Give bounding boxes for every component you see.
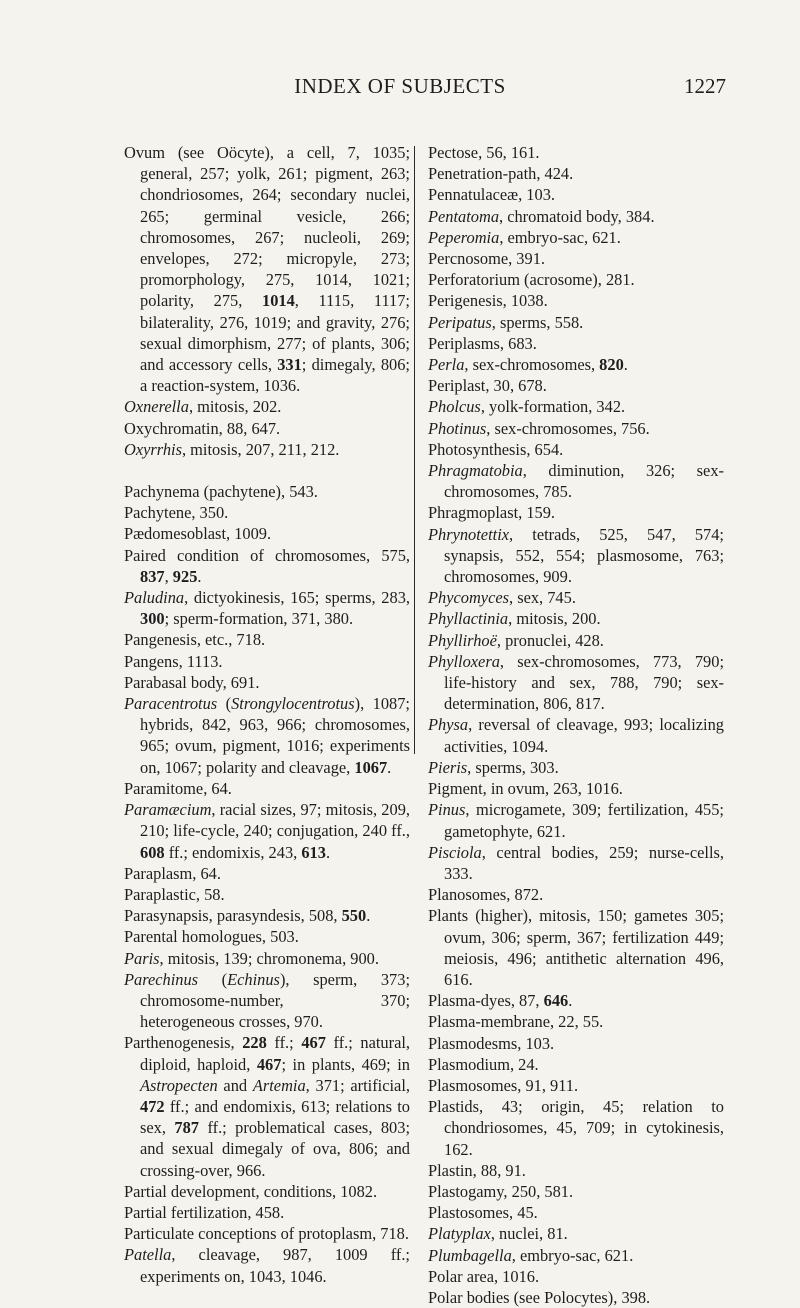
entry-text: Paraplastic, 58. xyxy=(124,884,225,904)
entry-term-italic: Phylloxera xyxy=(428,651,500,671)
index-entry xyxy=(124,778,410,799)
entry-text: and xyxy=(217,1075,253,1095)
index-entry xyxy=(428,799,724,841)
entry-term-italic: Phyllactinia xyxy=(428,609,509,629)
entry-text: , yolk-formation, 342. xyxy=(480,397,626,417)
entry-term-italic: Peripatus xyxy=(428,312,492,332)
index-entry xyxy=(124,545,410,587)
index-entry xyxy=(428,248,724,269)
entry-text: Plastids, 43; origin, 45; relation to chondriosomes, 45, 709; in cytokinesis, 162. xyxy=(428,1097,724,1159)
entry-text: Parasynapsis, parasyndesis, 508, xyxy=(124,906,342,926)
index-entry xyxy=(124,587,410,629)
index-entry xyxy=(428,333,724,354)
entry-text: Pectose, 56, 161. xyxy=(428,143,540,162)
index-entry xyxy=(428,1287,724,1308)
entry-term-italic: Astropecten xyxy=(140,1075,218,1095)
entry-text: , mitosis, 139; chromonema, 900. xyxy=(159,948,379,968)
entry-text: , mitosis, 207, 211, 212. xyxy=(181,439,340,459)
index-entry xyxy=(428,778,724,799)
index-entry xyxy=(124,481,410,502)
entry-text: Periplasms, 683. xyxy=(428,333,537,353)
entry-text: ff.; endomixis, 243, xyxy=(164,842,302,862)
entry-term-italic: Platyplax xyxy=(428,1224,491,1244)
entry-term-italic: Pisciola xyxy=(428,842,482,862)
index-entry xyxy=(124,693,410,778)
index-entry xyxy=(124,884,410,905)
index-entry xyxy=(428,354,724,375)
entry-text: , embryo-sac, 621. xyxy=(511,1245,634,1265)
entry-page-bold: 550 xyxy=(341,906,367,926)
entry-text: , reversal of cleavage, 993; localizing activities, 1094. xyxy=(444,715,724,756)
index-entry xyxy=(428,630,724,651)
entry-page-bold: 787 xyxy=(174,1118,199,1138)
index-entry xyxy=(124,418,410,439)
index-entry xyxy=(124,651,410,672)
entry-term-italic: Paludina xyxy=(124,588,185,608)
index-entry xyxy=(124,799,410,863)
index-entry xyxy=(428,418,724,439)
entry-term-italic: Phycomyces xyxy=(428,588,509,608)
entry-text: . xyxy=(623,355,628,375)
entry-term-italic: Phrynotettix xyxy=(428,524,510,544)
index-entry xyxy=(428,290,724,311)
entry-text: ; in plants, 469; in xyxy=(281,1054,410,1074)
entry-page-bold: 608 xyxy=(140,842,165,862)
entry-page-bold: 837 xyxy=(140,566,165,586)
index-entry xyxy=(428,502,724,523)
entry-text: Plasmodium, 24. xyxy=(428,1054,539,1074)
index-entry xyxy=(428,1075,724,1096)
entry-text: , tetrads, 525, 547, 574; synapsis, 552, 554; plasmosome, 763; chromosomes, 909. xyxy=(444,524,724,587)
entry-term-italic: Artemia xyxy=(252,1075,306,1095)
entry-text: Polar area, 1016. xyxy=(428,1266,540,1286)
index-entry xyxy=(428,714,724,756)
entry-term-italic: Paris xyxy=(124,948,160,968)
entry-text: Paraplasm, 64. xyxy=(124,863,221,883)
entry-text: Pangens, 1113. xyxy=(124,651,223,671)
entry-text: , dictyokinesis, 165; sperms, 283, xyxy=(184,588,410,608)
entry-term-italic: Plumbagella xyxy=(428,1245,512,1265)
entry-text: Planosomes, 872. xyxy=(428,885,544,905)
entry-text: , sex-chromosomes, 756. xyxy=(486,418,650,438)
entry-text: , nuclei, 81. xyxy=(490,1224,568,1244)
entry-text: Paired condition of chromosomes, 575, xyxy=(124,545,410,565)
index-entry xyxy=(124,672,410,693)
index-column-right xyxy=(428,142,724,1308)
entry-text: , sex, 745. xyxy=(509,588,576,608)
entry-page-bold: 467 xyxy=(256,1054,282,1074)
index-entry xyxy=(428,396,724,417)
index-entry xyxy=(428,460,724,502)
index-entry xyxy=(428,1160,724,1181)
entry-text: , 1115, 1117; bilaterality, 276, 1019; and gravity, 276; sexual dimorphism, 277; of plants, 306; and accessory cells, xyxy=(140,291,410,375)
entry-page-bold: 472 xyxy=(140,1096,165,1116)
entry-text: Phragmoplast, 159. xyxy=(428,503,556,523)
entry-term-italic: Phyllirhoë xyxy=(428,630,497,650)
entry-term-italic: Phragmatobia xyxy=(428,461,523,481)
entry-text: ff.; xyxy=(266,1033,302,1053)
entry-text: Perigenesis, 1038. xyxy=(428,291,548,311)
index-entry xyxy=(124,926,410,947)
index-entry xyxy=(124,1202,410,1223)
entry-term-italic: Peperomia xyxy=(428,227,500,247)
entry-page-bold: 331 xyxy=(277,355,302,375)
entry-text: Plasmodesms, 103. xyxy=(428,1033,555,1053)
entry-text: ; sperm-formation, 371, 380. xyxy=(164,609,354,629)
entry-term-italic: Photinus xyxy=(428,418,487,438)
index-entry xyxy=(428,163,724,184)
index-entry xyxy=(428,1245,724,1266)
entry-page-bold: 613 xyxy=(301,842,326,862)
entry-text: , racial sizes, 97; mitosis, 209, 210; life-cycle, 240; conjugation, 240 ff., xyxy=(140,800,410,841)
entry-text: ff.; natural, diploid, haploid, xyxy=(140,1033,411,1074)
entry-term-italic: Paramæcium xyxy=(124,800,212,820)
index-entry xyxy=(428,608,724,629)
entry-term-italic: Echinus xyxy=(227,969,280,989)
entry-text: Plasma-membrane, 22, 55. xyxy=(428,1012,604,1032)
entry-text: , sperms, 558. xyxy=(491,312,584,332)
entry-term-italic: Patella xyxy=(124,1245,172,1265)
index-entry xyxy=(428,439,724,460)
entry-text: Parental homologues, 503. xyxy=(124,927,299,947)
entry-text: Ovum (see Oöcyte), a cell, 7, 1035; general, 257; yolk, 261; pigment, 263; chondriosomes, 264; secondary nuclei, 265; germinal vesicle, 266; chromosomes, 267; nucleoli, 269; envelopes, 272; micropyle, 273; promorphology, 275, 1014, 1021; polarity, 275, xyxy=(124,143,410,311)
entry-text: ; dimegaly, 806; a reaction-system, 1036. xyxy=(140,355,410,396)
index-entry xyxy=(124,948,410,969)
index-entry xyxy=(124,502,410,523)
entry-text: ), 1087; hybrids, 842, 963, 966; chromosomes, 965; ovum, pigment, 1016; experiments on, 1067; polarity and cleavage, xyxy=(140,694,410,777)
entry-text: . xyxy=(366,906,371,926)
index-entry xyxy=(428,1096,724,1160)
entry-text: Particulate conceptions of protoplasm, 718. xyxy=(124,1224,409,1244)
entry-text: , 371; artificial, xyxy=(305,1075,410,1095)
index-entry xyxy=(428,651,724,715)
index-entry xyxy=(428,142,724,163)
entry-term-italic: Paracentrotus xyxy=(124,694,218,714)
index-entry xyxy=(124,1181,410,1202)
entry-text: , chromatoid body, 384. xyxy=(499,206,655,226)
entry-text: , xyxy=(164,566,173,586)
index-entry xyxy=(428,1011,724,1032)
entry-text: ff.; and endomixis, 613; relations to sex, xyxy=(140,1096,410,1138)
entry-text: ( xyxy=(198,969,228,989)
entry-text: ff.; problematical cases, 803; and sexual dimegaly of ova, 806; and crossing-over, 966. xyxy=(140,1118,411,1180)
entry-text: Pachytene, 350. xyxy=(124,503,229,523)
entry-page-bold: 1014 xyxy=(262,291,295,311)
entry-text: Plastogamy, 250, 581. xyxy=(428,1181,574,1201)
entry-text: Pigment, in ovum, 263, 1016. xyxy=(428,779,623,799)
entry-text: Perforatorium (acrosome), 281. xyxy=(428,270,635,290)
index-entry xyxy=(124,629,410,650)
entry-text: Plants (higher), mitosis, 150; gametes 305; ovum, 306; sperm, 367; fertilization 449; meiosis, 496; antithetic alternation 496, 616. xyxy=(428,906,724,989)
entry-text: , pronuclei, 428. xyxy=(496,630,604,650)
entry-text: , sperms, 303. xyxy=(467,757,559,777)
entry-text: Plasma-dyes, 87, xyxy=(428,991,544,1011)
index-entry xyxy=(428,587,724,608)
index-entry xyxy=(124,863,410,884)
entry-text: Parabasal body, 691. xyxy=(124,672,260,692)
entry-term-italic: Pieris xyxy=(428,757,468,777)
entry-text: Pangenesis, etc., 718. xyxy=(124,630,266,650)
index-entry xyxy=(428,1181,724,1202)
entry-text: , sex-chromosomes, xyxy=(464,355,600,375)
entry-text: . xyxy=(325,842,331,862)
entry-text: ( xyxy=(217,694,232,714)
entry-text: . xyxy=(197,566,202,586)
entry-text: Partial fertilization, 458. xyxy=(124,1202,285,1222)
entry-text: , central bodies, 259; nurse-cells, 333. xyxy=(444,842,724,883)
index-entry xyxy=(428,905,724,990)
index-entry xyxy=(124,969,410,1033)
index-entry xyxy=(428,524,724,588)
page-number: 1227 xyxy=(684,74,726,98)
entry-text: Pachynema (pachytene), 543. xyxy=(124,482,318,502)
entry-text: . xyxy=(387,757,392,777)
entry-page-bold: 646 xyxy=(543,991,569,1011)
entry-term-italic: Perla xyxy=(428,355,465,375)
index-entry xyxy=(124,1223,410,1244)
index-entry xyxy=(428,1033,724,1054)
index-entry xyxy=(124,396,410,417)
entry-page-bold: 228 xyxy=(242,1033,267,1053)
entry-text: Periplast, 30, 678. xyxy=(428,376,547,396)
entry-text: Pennatulaceæ, 103. xyxy=(428,185,555,205)
index-entry xyxy=(124,439,410,460)
entry-text: , microgamete, 309; fertilization, 455; gametophyte, 621. xyxy=(444,800,724,841)
entry-text: Plastosomes, 45. xyxy=(428,1203,538,1223)
entry-page-bold: 820 xyxy=(599,355,624,375)
page-title: INDEX OF SUBJECTS xyxy=(294,74,506,98)
index-entry xyxy=(428,184,724,205)
index-entry xyxy=(428,1202,724,1223)
entry-text: Polar bodies (see Polocytes), 398. xyxy=(428,1287,651,1307)
index-entry xyxy=(428,227,724,248)
entry-term-italic: Physa xyxy=(428,715,469,735)
entry-term-italic: Oxnerella xyxy=(124,397,189,417)
entry-text: Paramitome, 64. xyxy=(124,778,232,798)
entry-term-italic: Pholcus xyxy=(428,397,481,417)
entry-text: Parthenogenesis, xyxy=(124,1033,243,1053)
index-entry xyxy=(428,206,724,227)
index-column-left xyxy=(124,142,410,1287)
entry-term-italic: Pinus xyxy=(428,800,466,820)
entry-text: Photosynthesis, 654. xyxy=(428,439,564,459)
index-entry xyxy=(428,312,724,333)
entry-text: , mitosis, 200. xyxy=(508,609,601,629)
entry-term-italic: Strongylocentrotus xyxy=(231,694,355,714)
index-entry xyxy=(428,1054,724,1075)
entry-page-bold: 467 xyxy=(301,1033,326,1053)
index-entry xyxy=(124,142,410,396)
entry-term-italic: Pentatoma xyxy=(428,206,500,226)
entry-text: , mitosis, 202. xyxy=(188,397,282,417)
entry-text: . xyxy=(568,991,573,1011)
entry-term-italic: Parechinus xyxy=(124,969,199,989)
index-entry xyxy=(428,757,724,778)
index-entry xyxy=(124,1244,410,1286)
index-entry xyxy=(428,1223,724,1244)
entry-text: Penetration-path, 424. xyxy=(428,164,574,184)
index-entry xyxy=(428,842,724,884)
entry-text: Partial development, conditions, 1082. xyxy=(124,1181,378,1201)
index-entry xyxy=(428,375,724,396)
index-entry xyxy=(428,884,724,905)
column-divider xyxy=(414,146,415,754)
running-header xyxy=(0,74,800,104)
entry-text: Percnosome, 391. xyxy=(428,249,545,269)
entry-text: Pædomesoblast, 1009. xyxy=(124,524,272,544)
index-entry xyxy=(428,269,724,290)
index-entry xyxy=(428,990,724,1011)
index-entry xyxy=(124,1032,410,1180)
entry-page-bold: 925 xyxy=(172,566,198,586)
entry-page-bold: 1067 xyxy=(354,757,388,777)
entry-text: , cleavage, 987, 1009 ff.; experiments on, 1043, 1046. xyxy=(140,1245,410,1286)
entry-term-italic: Oxyrrhis xyxy=(124,439,182,459)
entry-text: Plasmosomes, 91, 911. xyxy=(428,1075,579,1095)
entry-text: , diminution, 326; sex-chromosomes, 785. xyxy=(444,461,724,502)
entry-text: , sex-chromosomes, 773, 790; life-history and sex, 788, 790; sex-determination, 806, 817. xyxy=(444,651,724,714)
index-entry xyxy=(124,905,410,926)
index-entry xyxy=(124,523,410,544)
entry-text: , embryo-sac, 621. xyxy=(499,227,621,247)
entry-text: ), sperm, 373; chromosome-number, 370; heterogeneous crosses, 970. xyxy=(140,969,411,1032)
entry-text: Plastin, 88, 91. xyxy=(428,1160,526,1180)
entry-page-bold: 300 xyxy=(140,609,165,629)
entry-text: Oxychromatin, 88, 647. xyxy=(124,418,281,438)
